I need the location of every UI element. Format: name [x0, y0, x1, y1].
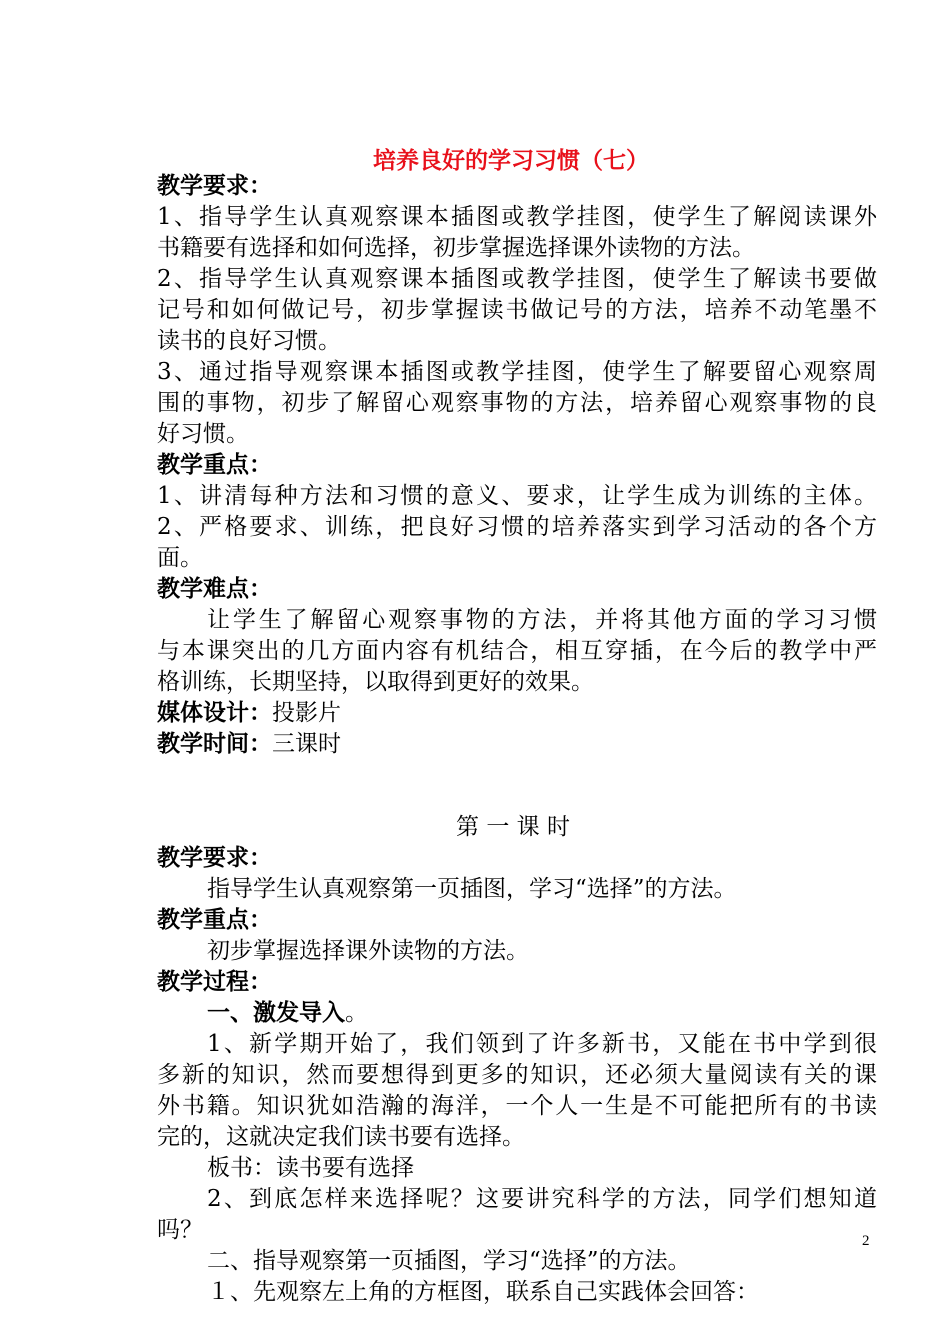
key-line-2: 2、严格要求、训练，把良好习惯的培养落实到学习活动的各个方 [157, 514, 877, 540]
step1-heading: 一、激发导入 [207, 1000, 345, 1026]
diff-line-1: 让学生了解留心观察事物的方法，并将其他方面的学习习惯 [207, 607, 877, 633]
req-line-4: 记号和如何做记号，初步掌握读书做记号的方法，培养不动笔墨不 [157, 297, 877, 323]
time-value: 三课时 [272, 731, 341, 757]
diff-line-3: 格训练，长期坚持，以取得到更好的效果。 [157, 669, 594, 695]
step2-text: 二、指导观察第一页插图，学习“选择”的方法。 [207, 1248, 691, 1274]
step1-line-3: 外书籍。知识犹如浩瀚的海洋，一个人一生是不可能把所有的书读 [157, 1093, 877, 1119]
time-heading: 教学时间： [157, 731, 272, 757]
req-line-1: 1、指导学生认真观察课本插图或教学挂图，使学生了解阅读课外 [157, 204, 877, 230]
req-line-6: 3、通过指导观察课本插图或教学挂图，使学生了解要留心观察周 [157, 359, 877, 385]
req-line-3: 2、指导学生认真观察课本插图或教学挂图，使学生了解读书要做 [157, 266, 877, 292]
step1-row [207, 998, 927, 1029]
diff-heading: 教学难点： [157, 576, 272, 602]
key-heading: 教学重点： [157, 452, 272, 478]
question-line-1: 2、到底怎样来选择呢？这要讲究科学的方法，同学们想知道 [207, 1186, 877, 1212]
question-line-2: 吗？ [157, 1217, 203, 1243]
page-number: 2 [862, 1233, 870, 1249]
media-heading: 媒体设计： [157, 700, 272, 726]
req-line-8: 好习惯。 [157, 421, 249, 447]
lesson-req-text: 指导学生认真观察第一页插图，学习“选择”的方法。 [207, 876, 737, 902]
req-heading: 教学要求： [157, 173, 272, 199]
step1-line-4: 完的，这就决定我们读书要有选择。 [157, 1124, 525, 1150]
time-row [157, 729, 877, 760]
media-value: 投影片 [272, 700, 341, 726]
document-title: 培养良好的学习习惯（七） [373, 148, 649, 174]
req-line-5: 读书的良好习惯。 [157, 328, 341, 354]
step1-line-2: 多新的知识，然而要想得到更多的知识，还必须大量阅读有关的课 [157, 1062, 877, 1088]
key-line-3: 面。 [157, 545, 203, 571]
lesson-key-heading: 教学重点： [157, 907, 272, 933]
key-line-1: 1、讲清每种方法和习惯的意义、要求，让学生成为训练的主体。 [157, 483, 877, 509]
step2-sub: １、先观察左上角的方框图，联系自己实践体会回答： [207, 1279, 759, 1305]
req-line-2: 书籍要有选择和如何选择，初步掌握选择课外读物的方法。 [157, 235, 755, 261]
req-line-7: 围的事物，初步了解留心观察事物的方法，培养留心观察事物的良 [157, 390, 877, 416]
lesson-req-heading: 教学要求： [157, 845, 272, 871]
step1-tail: 。 [345, 1000, 368, 1026]
step1-line-1: 1、新学期开始了，我们领到了许多新书，又能在书中学到很 [207, 1031, 877, 1057]
process-heading: 教学过程： [157, 969, 272, 995]
diff-line-2: 与本课突出的几方面内容有机结合，相互穿插，在今后的教学中严 [157, 638, 877, 664]
lesson-key-text: 初步掌握选择课外读物的方法。 [207, 938, 529, 964]
media-row [157, 698, 877, 729]
board-text: 板书：读书要有选择 [207, 1155, 414, 1181]
lesson-title: 第 一 课 时 [456, 814, 570, 840]
